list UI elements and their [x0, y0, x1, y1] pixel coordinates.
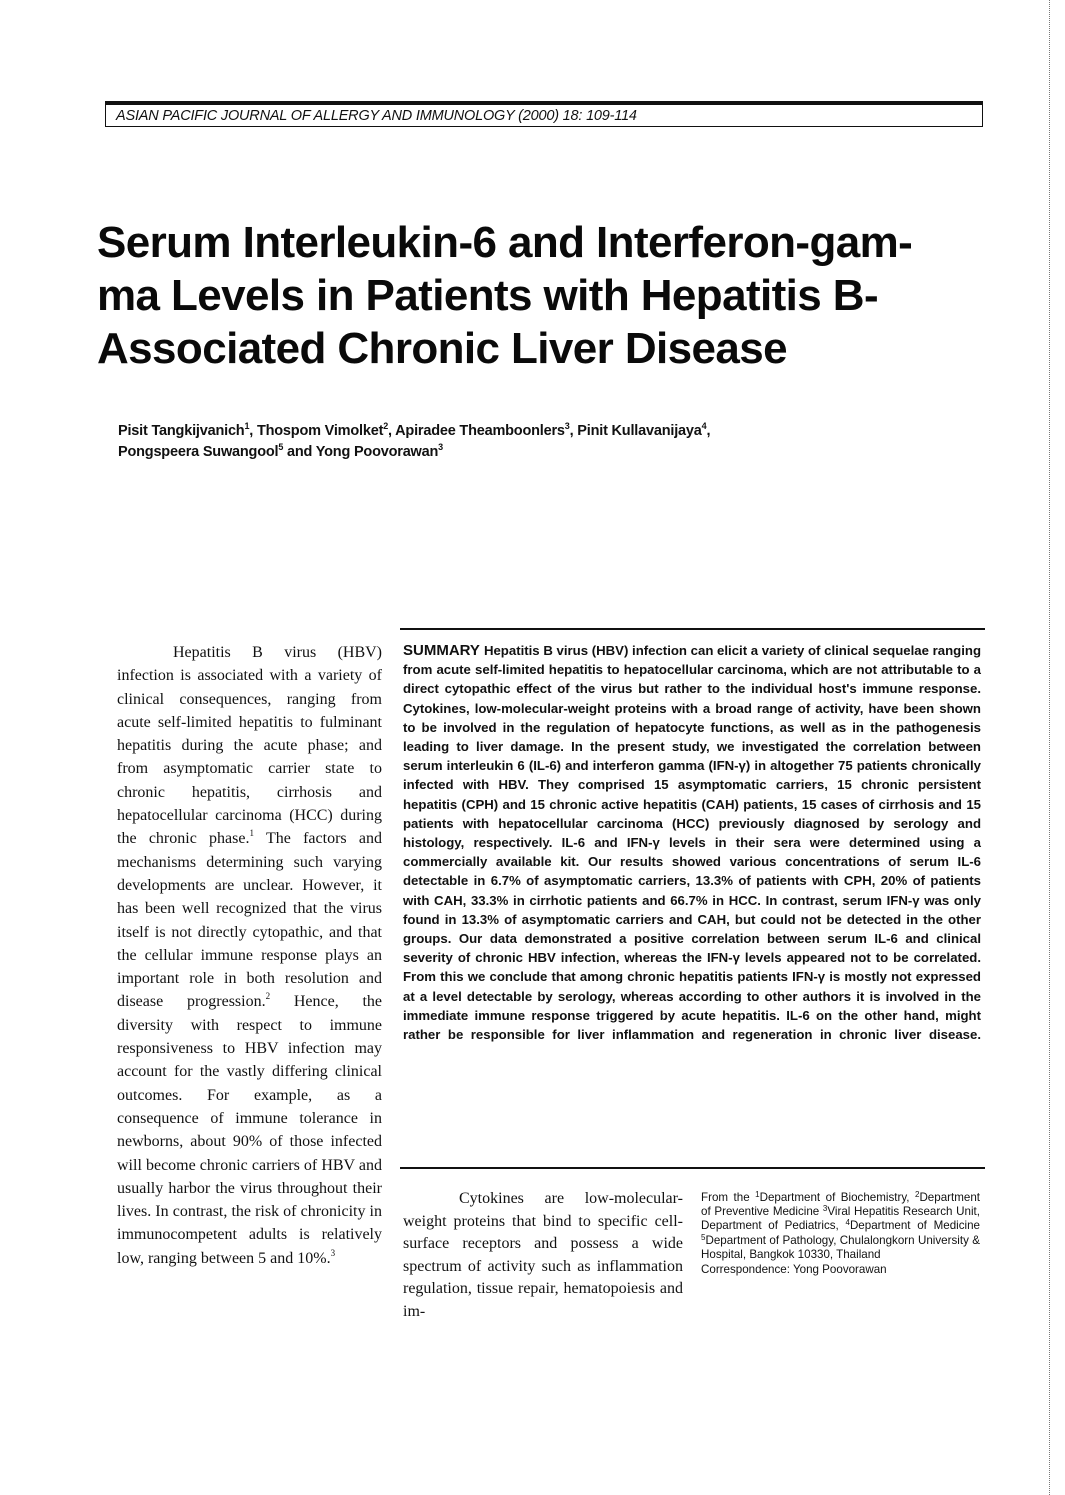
citation-ref: 2 [265, 991, 271, 1002]
affil-sup: 2 [914, 1190, 920, 1199]
affil-item: Department of Pathology, Chulalongkorn University & Hospital, Bangkok 10330, Thailand [701, 1233, 980, 1261]
title-line-1: Serum Interleukin-6 and Interferon-gam- [97, 218, 913, 267]
affil-from: From the [701, 1191, 756, 1204]
author-name: Pongspeera Suwangool [118, 444, 279, 460]
author-name: Apiradee Theamboonlers [395, 423, 565, 439]
intro-column [117, 641, 382, 1270]
author-affil-sup: 5 [278, 442, 284, 452]
intro-text-part-3: Hence, the diversity with respect to immune responsiveness to HBV infection may account for the vastly differing clinical outcomes. For example, as a consequence of immune tolerance in newborns, about 90% of those infected will become chronic carriers of HBV and usually harbor the virus throughout their lives. In contrast, the risk of chronicity in immunocompetent adults is relatively low, ranging between 5 and 10%. [117, 993, 383, 1267]
authors-line-1 [118, 421, 998, 442]
journal-header-box [105, 101, 983, 127]
author-separator: , [706, 423, 711, 439]
scan-edge-artifact [1049, 0, 1050, 1495]
citation-ref: 3 [330, 1247, 336, 1258]
author-affil-sup: 4 [701, 421, 707, 431]
affil-sup: 5 [701, 1232, 706, 1242]
author-name: Yong Poovorawan [315, 444, 439, 460]
intro-text-part-1: Hepatitis B virus (HBV) infection is associated with a variety of clinical consequences, ranging from acute self-limited hepatitis to fulminant hepatitis during the acute phase; and from asymptomatic carrier state to chronic hepatitis, cirrhosis and hepatocellular carcinoma (HCC) during the chronic phase. [117, 644, 382, 848]
summary-label: SUMMARY [403, 642, 480, 659]
author-affil-sup: 3 [564, 421, 570, 431]
affil-item: Viral Hepatitis Research Unit, Department of Pediatrics, [701, 1205, 980, 1233]
author-affil-sup: 1 [244, 421, 250, 431]
affil-sup: 3 [822, 1204, 828, 1214]
title-line-3: Associated Chronic Liver Disease [97, 324, 787, 373]
summary-abstract [403, 641, 981, 1044]
correspondence: Correspondence: Yong Poovorawan [701, 1263, 887, 1277]
cytokines-text: Cytokines are low-molecular-weight proteins that bind to specific cell-surface receptors and possess a wide spectrum of activity such as inflammation regulation, tissue repair, hematopoiesis and im- [403, 1190, 683, 1320]
author-list [118, 421, 998, 463]
summary-top-rule [400, 628, 985, 630]
authors-line-2 [118, 442, 998, 463]
summary-bottom-rule [400, 1167, 985, 1169]
author-separator: and [283, 444, 316, 460]
title-line-2: ma Levels in Patients with Hepatitis B- [97, 271, 879, 320]
author-name: Thospom Vimolket [256, 423, 384, 439]
author-affil-sup: 3 [438, 442, 443, 452]
intro-paragraph [117, 641, 382, 1270]
cytokines-column [403, 1188, 683, 1324]
citation-ref: 1 [249, 828, 254, 839]
summary-text: Hepatitis B virus (HBV) infection can elicit a variety of clinical sequelae ranging from acute self-limited hepatitis to hepatocellular carcinoma, which are not attributable to a direct cytopathic effect of the virus but rather to the individual host's immune response. Cytokines, low-molecular-weight proteins with a broad range of activity, have been shown to be involved in the regulation of hepatocyte functions, as well as in the pathogenesis leading to liver damage. In the present study, we investigated the correlation between serum interleukin 6 (IL-6) and interferon gamma (IFN-γ) in altogether 75 patients chronically infected with HBV. They comprised 15 asymptomatic carriers, 15 chronic persistent hepatitis (CPH) and 15 chronic active hepatitis (CAH) patients, 15 cases of cirrhosis and 15 patients with hepatocellular carcinoma (HCC) previously diagnosed by serology and histology, respectively. IL-6 and IFN-γ levels in their sera were determined using a commercially available kit. Our results showed various concentrations of serum IL-6 detectable in 6.7% of asymptomatic carriers, 13.3% of patients with CPH, 20% of patients with CAH, 33.3% in cirrhotic patients and 66.7% in HCC. In contrast, serum IFN-γ was only found in 13.3% of asymptomatic carriers and CAH, but could not be detected in the other groups. Our data demonstrated a positive correlation between serum IL-6 and clinical severity of chronic HBV infection, whereas the IFN-γ levels appeared not to be correlated. From this we conclude that among chronic hepatitis patients IFN-γ is mostly not expressed at a level detectable by serology, whereas according to other authors it is involved in the immediate immune response triggered by acute hepatitis. IL-6 on the other hand, might rather be responsible for liver inflammation and regeneration in chronic liver disease. [403, 643, 981, 1043]
author-separator: , [569, 423, 578, 439]
article-title [97, 216, 997, 375]
affil-item: Department of Medicine [849, 1219, 980, 1233]
intro-text-part-2: The factors and mechanisms determining such varying developments are unclear. However, it has been well recognized that the virus itself is not directly cytopathic, and that the cellular immune response plays an important role in both resolution and disease progression. [117, 830, 382, 1011]
author-affil-sup: 2 [383, 421, 389, 431]
author-name: Pinit Kullavanijaya [577, 423, 702, 439]
affil-item: Department of Biochemistry, [759, 1191, 915, 1204]
affiliations-text [701, 1191, 980, 1262]
author-separator: , [388, 423, 396, 439]
affil-item: Department of Preventive Medicine [701, 1191, 981, 1219]
affil-sup: 1 [755, 1190, 760, 1199]
affiliations-footnote [701, 1191, 980, 1277]
affil-sup: 4 [845, 1218, 850, 1228]
author-name: Pisit Tangkijvanich [118, 423, 245, 439]
author-separator: , [249, 423, 257, 439]
journal-citation: ASIAN PACIFIC JOURNAL OF ALLERGY AND IMMUNOLOGY (2000) 18: 109-114 [116, 108, 637, 124]
